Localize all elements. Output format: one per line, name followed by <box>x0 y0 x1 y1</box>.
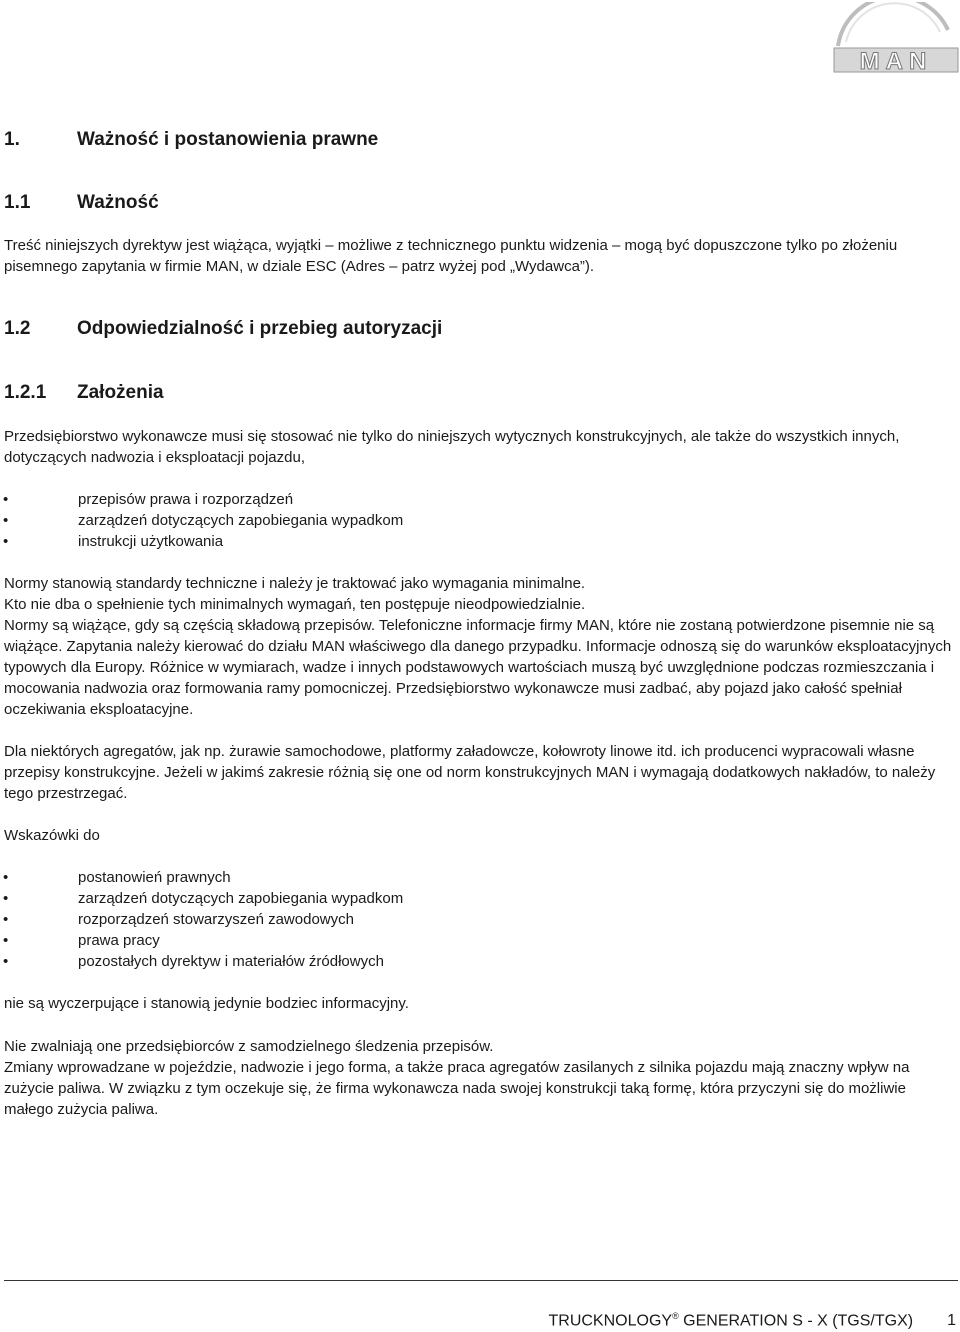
hints-list <box>0 867 950 972</box>
paragraph-intro: Przedsiębiorstwo wykonawcze musi się stosować nie tylko do niniejszych wytycznych konstrukcyjnych, ale także do wszystkich innych, dotyczących nadwozia i eksploatacji pojazdu, <box>4 428 900 466</box>
footer <box>548 1305 956 1332</box>
footer-brand: TRUCKNOLOGY <box>548 1312 673 1330</box>
heading-title: Ważność i postanowienia prawne <box>77 129 379 150</box>
heading-1-2-1 <box>4 382 164 404</box>
logo-text: MAN <box>859 48 933 74</box>
heading-title: Odpowiedzialność i przebieg autoryzacji <box>77 318 443 339</box>
list-item: • zarządzeń dotyczących zapobiegania wypadkom <box>3 512 404 529</box>
list-item: • zarządzeń dotyczących zapobiegania wypadkom <box>3 890 404 907</box>
man-logo <box>826 2 960 74</box>
list-item: • przepisów prawa i rozporządzeń <box>3 491 294 508</box>
bullet: • <box>3 491 9 508</box>
bullet: • <box>3 512 9 529</box>
paragraph-norms-3: Normy są wiążące, gdy są częścią składową przepisów. Telefoniczne informacje firmy MAN, które nie zostaną potwierdzone pisemnie nie są wiążące. Zapytania należy kierować do działu MAN właściwego dla danego przypadku. Informacje odnoszą się do warunków eksploatacyjnych typowych dla Europy. Różnice w wymiarach, wadze i innych podstawowych wartościach muszą być uwzględnione podczas rozmieszczania i mocowania nadwozia oraz formowania ramy pomocniczej. Przedsiębiorstwo wykonawcze musi zadbać, aby pojazd jako całość spełniał oczekiwania eksploatacyjne. <box>4 617 952 718</box>
paragraph-not-exhaustive: nie są wyczerpujące i stanowią jedynie bodziec informacyjny. <box>4 995 409 1012</box>
paragraph-validity: Treść niniejszych dyrektyw jest wiążąca, wyjątki – możliwe z technicznego punktu widzenia – mogą być dopuszczone tylko po złożeniu pisemnego zapytania w firmie MAN, w dziale ESC (Adres – patrz wyżej pod „Wydawca”). <box>4 237 898 275</box>
registered-mark: ® <box>672 1311 679 1321</box>
bullet: • <box>3 953 9 970</box>
regulations-list <box>0 489 950 552</box>
list-item: • prawa pracy <box>3 932 160 949</box>
footer-title: GENERATION S - X (TGS/TGX) <box>678 1312 914 1330</box>
paragraph-aggregates: Dla niektórych agregatów, jak np. żurawie samochodowe, platformy załadowcze, kołowroty linowe itd. ich producenci wypracowali własne przepisy konstrukcyjne. Jeżeli w jakimś zakresie różnią się one od norm konstrukcyjnych MAN i wymagają dodatkowych nakładów, to należy tego przestrzegać. <box>4 743 936 802</box>
heading-number: 1.2.1 <box>4 382 47 403</box>
list-item: • postanowień prawnych <box>3 869 231 886</box>
heading-title: Ważność <box>77 192 159 213</box>
list-item: • instrukcji użytkowania <box>3 533 224 550</box>
heading-number: 1.2 <box>4 318 31 339</box>
heading-1 <box>4 129 378 151</box>
bullet: • <box>3 890 9 907</box>
paragraph-norms-1: Normy stanowią standardy techniczne i należy je traktować jako wymagania minimalne. <box>4 575 586 592</box>
heading-1-2 <box>4 318 442 340</box>
heading-title: Założenia <box>77 382 164 403</box>
bullet: • <box>3 533 9 550</box>
bullet: • <box>3 932 9 949</box>
list-item: • rozporządzeń stowarzyszeń zawodowych <box>3 911 354 928</box>
bullet: • <box>3 869 9 886</box>
heading-1-1 <box>4 192 159 214</box>
paragraph-fuel: Zmiany wprowadzane w pojeździe, nadwozie i jego forma, a także praca agregatów zasilanych z silnika pojazdu mają znaczny wpływ na zużycie paliwa. W związku z tym oczekuje się, że firma wykonawcza nada swojej konstrukcji taką formę, która przyczyni się do możliwie małego zużycia paliwa. <box>4 1059 910 1118</box>
heading-number: 1.1 <box>4 192 31 213</box>
paragraph-norms-2: Kto nie dba o spełnienie tych minimalnych wymagań, ten postępuje nieodpowiedzialnie. <box>4 596 586 613</box>
paragraph-no-dispense: Nie zwalniają one przedsiębiorców z samodzielnego śledzenia przepisów. <box>4 1038 494 1055</box>
bullet: • <box>3 911 9 928</box>
footer-divider <box>4 1280 958 1281</box>
list-item: • pozostałych dyrektyw i materiałów źródłowych <box>3 953 384 970</box>
page-number: 1 <box>947 1312 956 1330</box>
paragraph-hints: Wskazówki do <box>4 827 100 844</box>
heading-number: 1. <box>4 129 20 150</box>
